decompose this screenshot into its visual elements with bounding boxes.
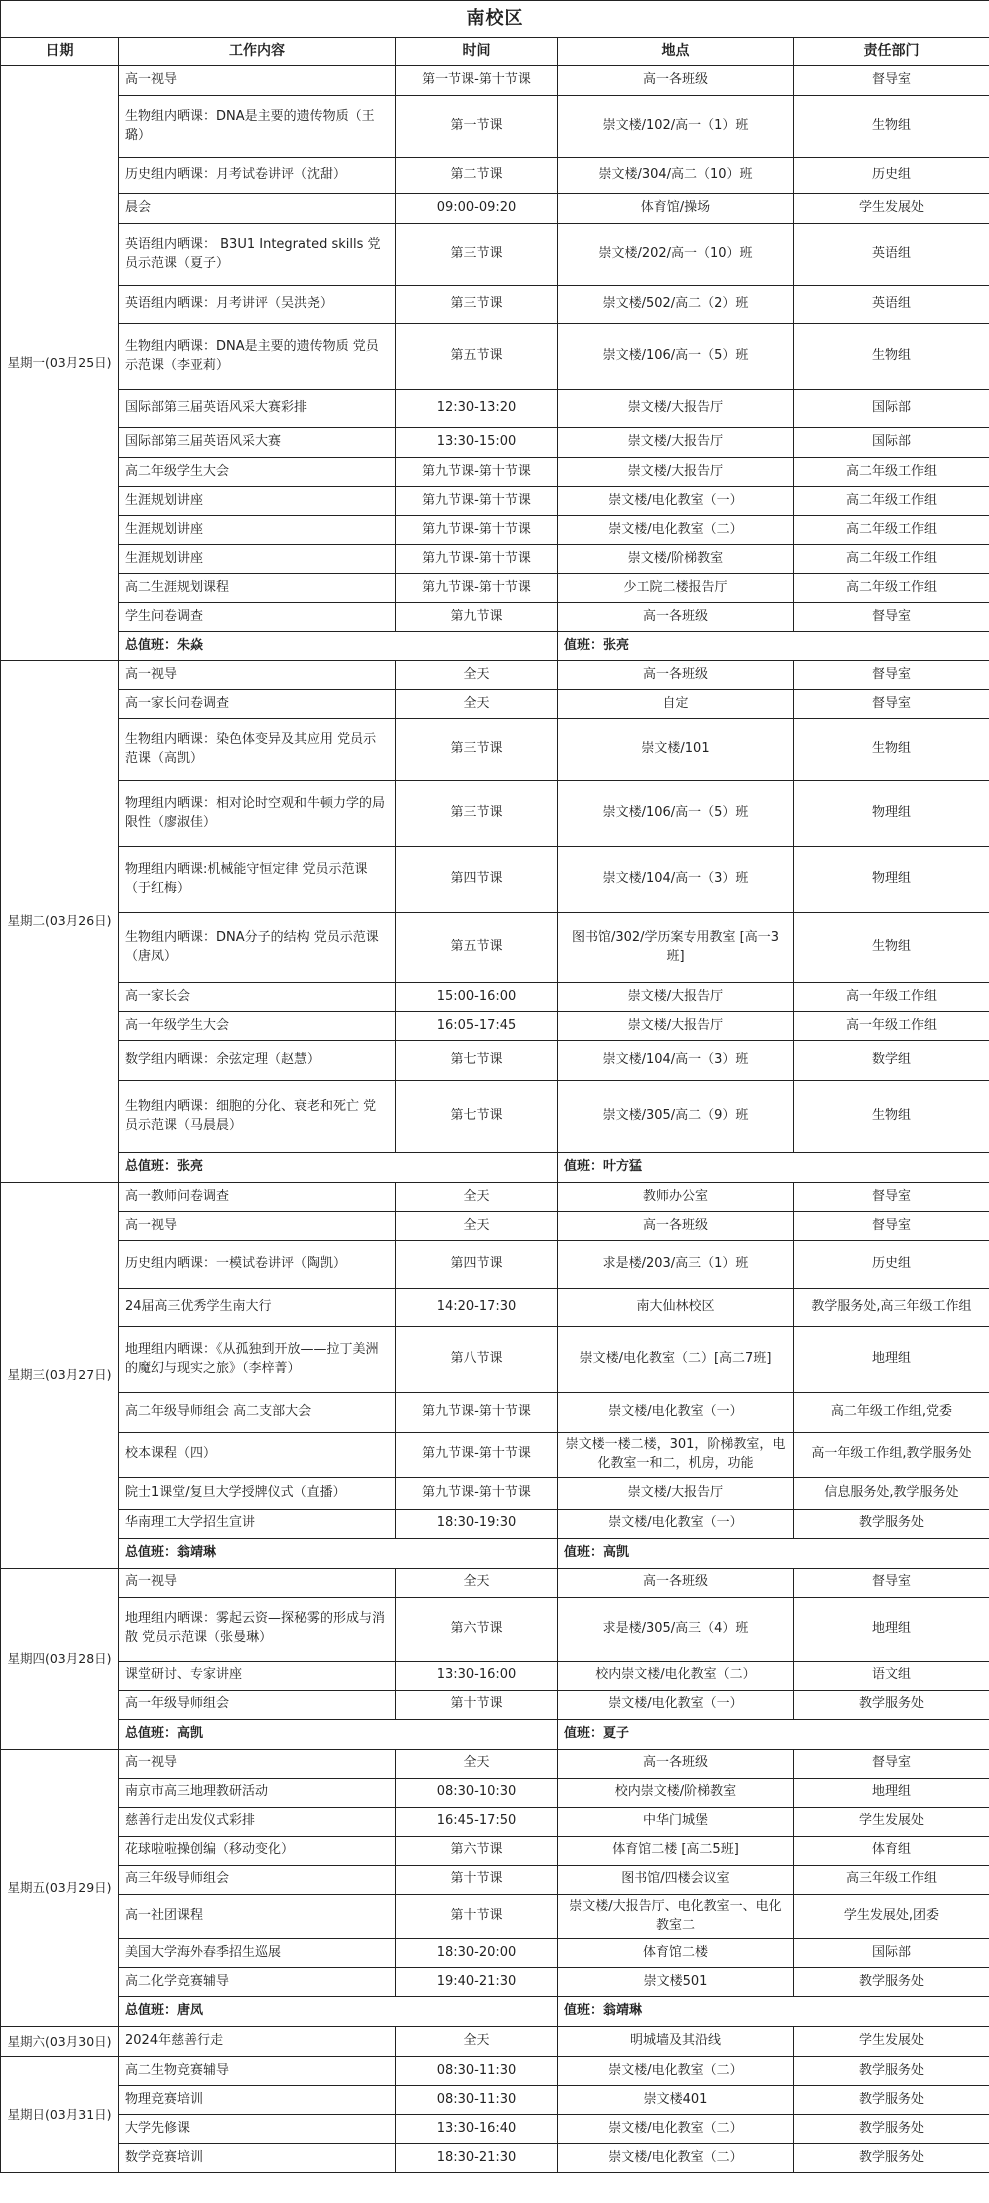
work-location: 崇文楼/电化教室（二） — [558, 2115, 794, 2144]
work-location: 图书馆/四楼会议室 — [558, 1865, 794, 1894]
work-location: 崇文楼401 — [558, 2086, 794, 2115]
table-row — [1, 458, 989, 487]
work-content: 高一视导 — [119, 66, 396, 96]
table-row — [1, 661, 989, 690]
duty-staff: 值班：翁靖琳 — [558, 1997, 989, 2027]
work-location: 高一各班级 — [558, 1749, 794, 1778]
work-location: 图书馆/302/学历案专用教室 [高一3班] — [558, 913, 794, 983]
work-time: 08:30-11:30 — [396, 2057, 558, 2086]
table-row — [1, 224, 989, 286]
work-time: 第四节课 — [396, 847, 558, 913]
work-location: 崇文楼/大报告厅、电化教室一、电化教室二 — [558, 1894, 794, 1939]
table-row — [1, 847, 989, 913]
work-time: 第七节课 — [396, 1041, 558, 1081]
day-label: 星期日(03月31日) — [1, 2057, 119, 2173]
responsible-dept: 物理组 — [794, 781, 989, 847]
duty-staff: 值班：张亮 — [558, 632, 989, 661]
work-time: 14:20-17:30 — [396, 1289, 558, 1327]
work-time: 12:30-13:20 — [396, 390, 558, 428]
responsible-dept: 生物组 — [794, 324, 989, 390]
responsible-dept: 高二年级工作组 — [794, 574, 989, 603]
responsible-dept: 历史组 — [794, 158, 989, 194]
responsible-dept: 生物组 — [794, 719, 989, 781]
responsible-dept: 教学服务处 — [794, 1509, 989, 1538]
responsible-dept: 教学服务处 — [794, 1968, 989, 1997]
work-content: 高二年级学生大会 — [119, 458, 396, 487]
work-time: 第九节课-第十节课 — [396, 516, 558, 545]
work-time: 第九节课-第十节课 — [396, 1477, 558, 1509]
table-row — [1, 1477, 989, 1509]
work-content: 高一年级学生大会 — [119, 1012, 396, 1041]
responsible-dept: 数学组 — [794, 1041, 989, 1081]
table-row — [1, 545, 989, 574]
work-time: 第九节课-第十节课 — [396, 574, 558, 603]
work-time: 18:30-19:30 — [396, 1509, 558, 1538]
responsible-dept: 语文组 — [794, 1661, 989, 1690]
work-location: 求是楼/203/高三（1）班 — [558, 1241, 794, 1289]
schedule-body — [1, 66, 989, 2173]
table-row — [1, 1509, 989, 1538]
duty-total: 总值班：翁靖琳 — [119, 1538, 558, 1568]
work-content: 生物组内晒课：DNA是主要的遗传物质（王璐） — [119, 96, 396, 158]
work-location: 崇文楼/电化教室（一） — [558, 1393, 794, 1433]
responsible-dept: 教学服务处 — [794, 2086, 989, 2115]
responsible-dept: 高二年级工作组,党委 — [794, 1393, 989, 1433]
table-row — [1, 194, 989, 224]
table-row — [1, 1597, 989, 1661]
table-row — [1, 286, 989, 324]
responsible-dept: 高二年级工作组 — [794, 458, 989, 487]
work-location: 崇文楼/101 — [558, 719, 794, 781]
responsible-dept: 督导室 — [794, 1749, 989, 1778]
table-row — [1, 1433, 989, 1478]
work-time: 全天 — [396, 661, 558, 690]
responsible-dept: 高二年级工作组 — [794, 545, 989, 574]
duty-total: 总值班：朱焱 — [119, 632, 558, 661]
day-label: 星期四(03月28日) — [1, 1568, 119, 1749]
work-location: 高一各班级 — [558, 603, 794, 632]
work-time: 18:30-21:30 — [396, 2144, 558, 2173]
work-location: 体育馆/操场 — [558, 194, 794, 224]
work-content: 国际部第三届英语风采大赛 — [119, 428, 396, 458]
table-row — [1, 574, 989, 603]
work-time: 第三节课 — [396, 719, 558, 781]
work-location: 体育馆二楼 [高二5班] — [558, 1836, 794, 1865]
work-time: 第九节课-第十节课 — [396, 1393, 558, 1433]
work-time: 第一节课 — [396, 96, 558, 158]
work-time: 第五节课 — [396, 324, 558, 390]
work-content: 生涯规划讲座 — [119, 545, 396, 574]
responsible-dept: 学生发展处 — [794, 2027, 989, 2057]
work-time: 全天 — [396, 1749, 558, 1778]
table-row — [1, 2027, 989, 2057]
responsible-dept: 物理组 — [794, 847, 989, 913]
responsible-dept: 教学服务处 — [794, 2144, 989, 2173]
work-location: 崇文楼/304/高二（10）班 — [558, 158, 794, 194]
work-content: 大学先修课 — [119, 2115, 396, 2144]
responsible-dept: 学生发展处 — [794, 1807, 989, 1836]
work-location: 明城墙及其沿线 — [558, 2027, 794, 2057]
responsible-dept: 高二年级工作组 — [794, 487, 989, 516]
table-row — [1, 1327, 989, 1393]
work-content: 高一家长会 — [119, 983, 396, 1012]
work-location: 崇文楼/大报告厅 — [558, 1477, 794, 1509]
table-row — [1, 1568, 989, 1597]
responsible-dept: 信息服务处,教学服务处 — [794, 1477, 989, 1509]
work-location: 高一各班级 — [558, 661, 794, 690]
responsible-dept: 地理组 — [794, 1597, 989, 1661]
page-title: 南校区 — [1, 1, 989, 38]
work-location: 崇文楼/电化教室（一） — [558, 1690, 794, 1719]
work-time: 全天 — [396, 1183, 558, 1212]
work-location: 崇文楼/305/高二（9）班 — [558, 1081, 794, 1153]
work-content: 数学组内晒课：余弦定理（赵慧） — [119, 1041, 396, 1081]
work-location: 崇文楼501 — [558, 1968, 794, 1997]
table-row — [1, 96, 989, 158]
work-location: 高一各班级 — [558, 1568, 794, 1597]
responsible-dept: 督导室 — [794, 690, 989, 719]
table-row — [1, 1012, 989, 1041]
work-location: 崇文楼/106/高一（5）班 — [558, 781, 794, 847]
work-time: 第三节课 — [396, 781, 558, 847]
responsible-dept: 英语组 — [794, 286, 989, 324]
work-content: 24届高三优秀学生南大行 — [119, 1289, 396, 1327]
work-time: 08:30-10:30 — [396, 1778, 558, 1807]
table-row — [1, 1894, 989, 1939]
work-time: 09:00-09:20 — [396, 194, 558, 224]
work-location: 崇文楼/大报告厅 — [558, 428, 794, 458]
table-row — [1, 1661, 989, 1690]
work-content: 高一家长问卷调查 — [119, 690, 396, 719]
work-location: 崇文楼/电化教室（一） — [558, 487, 794, 516]
responsible-dept: 督导室 — [794, 1212, 989, 1241]
work-location: 校内崇文楼/电化教室（二） — [558, 1661, 794, 1690]
work-time: 第三节课 — [396, 286, 558, 324]
table-row — [1, 516, 989, 545]
work-time: 第八节课 — [396, 1327, 558, 1393]
work-content: 2024年慈善行走 — [119, 2027, 396, 2057]
responsible-dept: 国际部 — [794, 390, 989, 428]
work-content: 物理竞赛培训 — [119, 2086, 396, 2115]
work-time: 第九节课-第十节课 — [396, 458, 558, 487]
work-content: 高二化学竞赛辅导 — [119, 1968, 396, 1997]
table-row — [1, 2144, 989, 2173]
work-location: 崇文楼/104/高一（3）班 — [558, 1041, 794, 1081]
table-row — [1, 2057, 989, 2086]
work-location: 崇文楼/大报告厅 — [558, 1012, 794, 1041]
table-row — [1, 1807, 989, 1836]
work-content: 高三年级导师组会 — [119, 1865, 396, 1894]
duty-staff: 值班：高凯 — [558, 1538, 989, 1568]
work-time: 08:30-11:30 — [396, 2086, 558, 2115]
day-label: 星期六(03月30日) — [1, 2027, 119, 2057]
work-time: 第五节课 — [396, 913, 558, 983]
table-row — [1, 781, 989, 847]
table-row — [1, 1836, 989, 1865]
work-time: 13:30-16:00 — [396, 1661, 558, 1690]
responsible-dept: 高三年级工作组 — [794, 1865, 989, 1894]
table-row — [1, 603, 989, 632]
work-content: 生物组内晒课：DNA分子的结构 党员示范课（唐凤） — [119, 913, 396, 983]
work-content: 生涯规划讲座 — [119, 516, 396, 545]
table-row — [1, 66, 989, 96]
day-label: 星期三(03月27日) — [1, 1183, 119, 1569]
work-location: 崇文楼/202/高一（10）班 — [558, 224, 794, 286]
responsible-dept: 地理组 — [794, 1327, 989, 1393]
work-content: 高一视导 — [119, 1212, 396, 1241]
responsible-dept: 生物组 — [794, 1081, 989, 1153]
work-location: 崇文楼/电化教室（一） — [558, 1509, 794, 1538]
work-time: 全天 — [396, 690, 558, 719]
work-content: 地理组内晒课：雾起云资—探秘雾的形成与消散 党员示范课（张曼琳） — [119, 1597, 396, 1661]
work-time: 15:00-16:00 — [396, 983, 558, 1012]
work-time: 第十节课 — [396, 1690, 558, 1719]
work-time: 全天 — [396, 1212, 558, 1241]
work-content: 高一年级导师组会 — [119, 1690, 396, 1719]
work-content: 花球啦啦操创编（移动变化） — [119, 1836, 396, 1865]
work-content: 生物组内晒课：染色体变异及其应用 党员示范课（高凯） — [119, 719, 396, 781]
duty-total: 总值班：高凯 — [119, 1719, 558, 1749]
work-location: 校内崇文楼/阶梯教室 — [558, 1778, 794, 1807]
duty-staff: 值班：夏子 — [558, 1719, 989, 1749]
duty-row — [1, 632, 989, 661]
table-row — [1, 1289, 989, 1327]
responsible-dept: 教学服务处 — [794, 2057, 989, 2086]
header-time: 时间 — [396, 38, 558, 66]
day-label: 星期五(03月29日) — [1, 1749, 119, 2027]
work-location: 求是楼/305/高三（4）班 — [558, 1597, 794, 1661]
work-content: 高二年级导师组会 高二支部大会 — [119, 1393, 396, 1433]
table-row — [1, 690, 989, 719]
responsible-dept: 高一年级工作组 — [794, 983, 989, 1012]
work-location: 崇文楼/106/高一（5）班 — [558, 324, 794, 390]
responsible-dept: 学生发展处,团委 — [794, 1894, 989, 1939]
work-location: 崇文楼/102/高一（1）班 — [558, 96, 794, 158]
table-row — [1, 1778, 989, 1807]
table-row — [1, 1183, 989, 1212]
work-location: 崇文楼/104/高一（3）班 — [558, 847, 794, 913]
responsible-dept: 生物组 — [794, 96, 989, 158]
table-row — [1, 428, 989, 458]
work-location: 高一各班级 — [558, 66, 794, 96]
responsible-dept: 英语组 — [794, 224, 989, 286]
header-date: 日期 — [1, 38, 119, 66]
work-content: 校本课程（四） — [119, 1433, 396, 1478]
table-row — [1, 1690, 989, 1719]
table-row — [1, 487, 989, 516]
table-row — [1, 1081, 989, 1153]
day-label: 星期二(03月26日) — [1, 661, 119, 1183]
work-content: 高二生涯规划课程 — [119, 574, 396, 603]
work-content: 物理组内晒课：相对论时空观和牛顿力学的局限性（廖淑佳） — [119, 781, 396, 847]
work-content: 南京市高三地理教研活动 — [119, 1778, 396, 1807]
work-content: 地理组内晒课：《从孤独到开放——拉丁美洲的魔幻与现实之旅》（李梓菁） — [119, 1327, 396, 1393]
duty-row — [1, 1153, 989, 1183]
work-location: 崇文楼/电化教室（二） — [558, 2144, 794, 2173]
responsible-dept: 地理组 — [794, 1778, 989, 1807]
work-content: 数学竞赛培训 — [119, 2144, 396, 2173]
work-location: 崇文楼/502/高二（2）班 — [558, 286, 794, 324]
work-location: 崇文楼一楼二楼，301，阶梯教室，电化教室一和二，机房，功能 — [558, 1433, 794, 1478]
responsible-dept: 督导室 — [794, 1568, 989, 1597]
table-row — [1, 983, 989, 1012]
table-row — [1, 158, 989, 194]
work-time: 第九节课 — [396, 603, 558, 632]
responsible-dept: 督导室 — [794, 661, 989, 690]
duty-row — [1, 1719, 989, 1749]
work-content: 高一视导 — [119, 661, 396, 690]
work-time: 第六节课 — [396, 1836, 558, 1865]
work-content: 国际部第三届英语风采大赛彩排 — [119, 390, 396, 428]
table-row — [1, 1393, 989, 1433]
work-time: 第六节课 — [396, 1597, 558, 1661]
work-location: 崇文楼/电化教室（二） — [558, 516, 794, 545]
work-time: 第九节课-第十节课 — [396, 1433, 558, 1478]
work-content: 慈善行走出发仪式彩排 — [119, 1807, 396, 1836]
duty-staff: 值班：叶方猛 — [558, 1153, 989, 1183]
work-location: 崇文楼/大报告厅 — [558, 983, 794, 1012]
table-row — [1, 324, 989, 390]
work-time: 16:05-17:45 — [396, 1012, 558, 1041]
table-row — [1, 913, 989, 983]
work-location: 中华门城堡 — [558, 1807, 794, 1836]
work-location: 崇文楼/大报告厅 — [558, 390, 794, 428]
responsible-dept: 国际部 — [794, 1939, 989, 1968]
work-content: 英语组内晒课： B3U1 Integrated skills 党员示范课（夏子） — [119, 224, 396, 286]
work-content: 美国大学海外春季招生巡展 — [119, 1939, 396, 1968]
work-content: 华南理工大学招生宣讲 — [119, 1509, 396, 1538]
responsible-dept: 教学服务处 — [794, 2115, 989, 2144]
responsible-dept: 高二年级工作组 — [794, 516, 989, 545]
work-content: 生物组内晒课：细胞的分化、衰老和死亡 党员示范课（马晨晨） — [119, 1081, 396, 1153]
work-time: 13:30-15:00 — [396, 428, 558, 458]
header-content: 工作内容 — [119, 38, 396, 66]
duty-total: 总值班：唐凤 — [119, 1997, 558, 2027]
work-content: 物理组内晒课:机械能守恒定律 党员示范课（于红梅） — [119, 847, 396, 913]
table-row — [1, 2086, 989, 2115]
responsible-dept: 督导室 — [794, 66, 989, 96]
table-row — [1, 1241, 989, 1289]
work-time: 第九节课-第十节课 — [396, 487, 558, 516]
work-location: 教师办公室 — [558, 1183, 794, 1212]
work-time: 19:40-21:30 — [396, 1968, 558, 1997]
work-content: 课堂研讨、专家讲座 — [119, 1661, 396, 1690]
work-content: 历史组内晒课：月考试卷讲评（沈甜） — [119, 158, 396, 194]
work-content: 晨会 — [119, 194, 396, 224]
table-row — [1, 2115, 989, 2144]
work-time: 13:30-16:40 — [396, 2115, 558, 2144]
work-content: 历史组内晒课：一模试卷讲评（陶凯） — [119, 1241, 396, 1289]
work-content: 院士1课堂/复旦大学授牌仪式（直播） — [119, 1477, 396, 1509]
work-location: 高一各班级 — [558, 1212, 794, 1241]
work-time: 第十节课 — [396, 1894, 558, 1939]
table-row — [1, 1968, 989, 1997]
work-time: 全天 — [396, 1568, 558, 1597]
work-content: 英语组内晒课：月考讲评（吴洪尧） — [119, 286, 396, 324]
work-time: 第九节课-第十节课 — [396, 545, 558, 574]
work-content: 高一视导 — [119, 1749, 396, 1778]
table-row — [1, 1212, 989, 1241]
work-content: 生涯规划讲座 — [119, 487, 396, 516]
work-content: 学生问卷调查 — [119, 603, 396, 632]
responsible-dept: 高一年级工作组 — [794, 1012, 989, 1041]
work-time: 第四节课 — [396, 1241, 558, 1289]
header-dept: 责任部门 — [794, 38, 989, 66]
table-row — [1, 1041, 989, 1081]
responsible-dept: 高一年级工作组,教学服务处 — [794, 1433, 989, 1478]
table-row — [1, 1865, 989, 1894]
work-time: 第二节课 — [396, 158, 558, 194]
work-location: 崇文楼/大报告厅 — [558, 458, 794, 487]
work-location: 南大仙林校区 — [558, 1289, 794, 1327]
work-time: 16:45-17:50 — [396, 1807, 558, 1836]
day-label: 星期一(03月25日) — [1, 66, 119, 661]
work-content: 高一教师问卷调查 — [119, 1183, 396, 1212]
table-row — [1, 390, 989, 428]
table-row — [1, 719, 989, 781]
work-time: 第一节课-第十节课 — [396, 66, 558, 96]
table-row — [1, 1749, 989, 1778]
work-location: 自定 — [558, 690, 794, 719]
work-location: 体育馆二楼 — [558, 1939, 794, 1968]
duty-row — [1, 1538, 989, 1568]
work-content: 生物组内晒课：DNA是主要的遗传物质 党员示范课（李亚莉） — [119, 324, 396, 390]
responsible-dept: 体育组 — [794, 1836, 989, 1865]
work-location: 崇文楼/阶梯教室 — [558, 545, 794, 574]
responsible-dept: 教学服务处,高三年级工作组 — [794, 1289, 989, 1327]
work-time: 全天 — [396, 2027, 558, 2057]
work-location: 崇文楼/电化教室（二） — [558, 2057, 794, 2086]
duty-row — [1, 1997, 989, 2027]
work-content: 高一视导 — [119, 1568, 396, 1597]
responsible-dept: 教学服务处 — [794, 1690, 989, 1719]
work-time: 18:30-20:00 — [396, 1939, 558, 1968]
table-row — [1, 1939, 989, 1968]
header-location: 地点 — [558, 38, 794, 66]
work-time: 第三节课 — [396, 224, 558, 286]
duty-total: 总值班：张亮 — [119, 1153, 558, 1183]
work-location: 崇文楼/电化教室（二）[高二7班] — [558, 1327, 794, 1393]
responsible-dept: 历史组 — [794, 1241, 989, 1289]
work-time: 第七节课 — [396, 1081, 558, 1153]
work-content: 高一社团课程 — [119, 1894, 396, 1939]
responsible-dept: 督导室 — [794, 1183, 989, 1212]
responsible-dept: 学生发展处 — [794, 194, 989, 224]
work-content: 高二生物竞赛辅导 — [119, 2057, 396, 2086]
work-location: 少工院二楼报告厅 — [558, 574, 794, 603]
work-time: 第十节课 — [396, 1865, 558, 1894]
responsible-dept: 督导室 — [794, 603, 989, 632]
responsible-dept: 国际部 — [794, 428, 989, 458]
responsible-dept: 生物组 — [794, 913, 989, 983]
